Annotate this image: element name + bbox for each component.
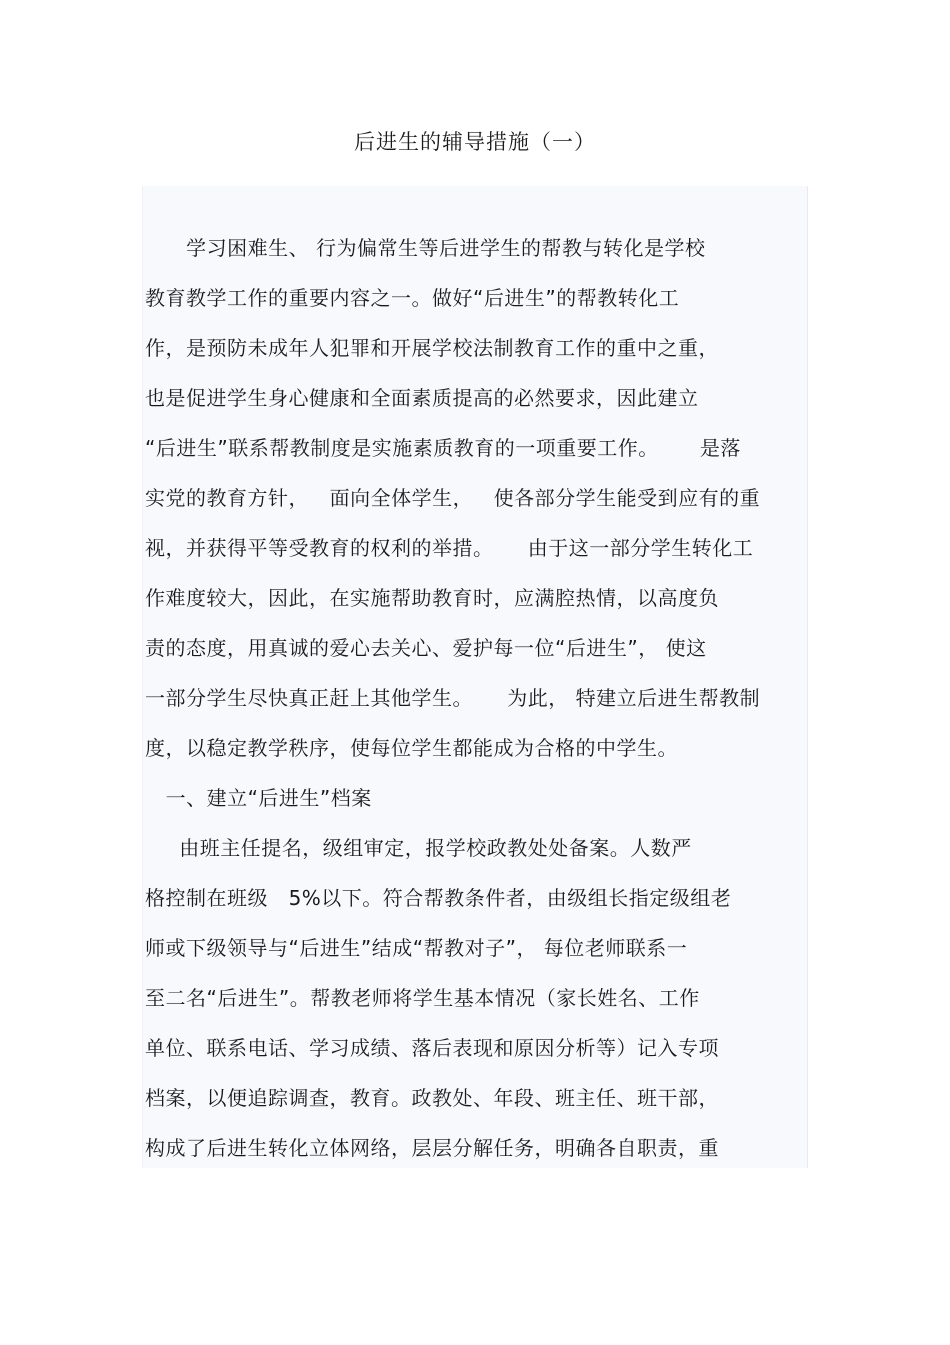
paragraph-line: “后进生”联系帮教制度是实施素质教育的一项重要工作。 是落 [145,436,741,460]
section-heading: 一、建立“后进生”档案 [145,786,372,810]
paragraph-line: 由班主任提名，级组审定，报学校政教处处备案。人数严 [145,836,692,860]
paragraph-line: 作，是预防未成年人犯罪和开展学校法制教育工作的重中之重， [145,336,719,360]
paragraph-line: 构成了后进生转化立体网络，层层分解任务，明确各自职责，重 [145,1136,719,1160]
paragraph-line: 师或下级领导与“后进生”结成“帮教对子”， 每位老师联系一 [145,936,688,960]
paragraph-line: 单位、联系电话、学习成绩、落后表现和原因分析等）记入专项 [145,1036,719,1060]
paragraph-line: 教育教学工作的重要内容之一。做好“后进生”的帮教转化工 [145,286,680,310]
paragraph-line: 格控制在班级 5%以下。符合帮教条件者，由级组长指定级组老 [145,886,732,910]
paragraph-line: 责的态度，用真诚的爱心去关心、爱护每一位“后进生”， 使这 [145,636,707,660]
paragraph-line: 实党的教育方针， 面向全体学生， 使各部分学生能受到应有的重 [145,486,761,510]
paragraph-line: 作难度较大，因此，在实施帮助教育时，应满腔热情，以高度负 [145,586,719,610]
paragraph-line: 也是促进学生身心健康和全面素质提高的必然要求，因此建立 [145,386,699,410]
page-title: 后进生的辅导措施（一） [354,130,596,154]
paragraph-line: 视，并获得平等受教育的权利的举措。 由于这一部分学生转化工 [145,536,754,560]
paragraph-line: 度，以稳定教学秩序，使每位学生都能成为合格的中学生。 [145,736,678,760]
paragraph-line: 至二名“后进生”。帮教老师将学生基本情况（家长姓名、工作 [145,986,700,1010]
paragraph-line: 学习困难生、 行为偏常生等后进学生的帮教与转化是学校 [145,236,706,260]
paragraph-line: 档案，以便追踪调查，教育。政教处、年段、班主任、班干部， [145,1086,719,1110]
paragraph-line: 一部分学生尽快真正赶上其他学生。 为此， 特建立后进生帮教制 [145,686,761,710]
